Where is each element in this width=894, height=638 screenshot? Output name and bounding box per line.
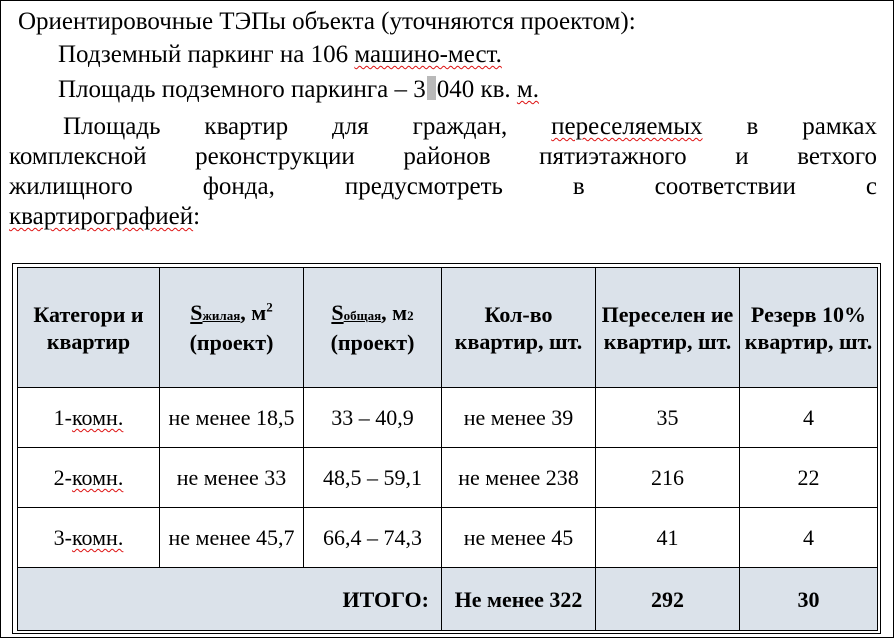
- table-row: [18, 448, 878, 508]
- header-reserve: Резерв 10% квартир, шт.: [740, 268, 878, 388]
- row-resettle: 216: [596, 448, 740, 508]
- paragraph-line-1: Площадь квартир для граждан, переселяемых в рамках: [63, 113, 877, 140]
- row-reserve: 22: [740, 448, 878, 508]
- header-total-area: Sобщая, м2 (проект): [304, 268, 442, 388]
- table-header-row: [18, 268, 878, 388]
- apartment-table: [17, 267, 878, 631]
- row-category: 2-комн.: [18, 448, 160, 508]
- row-resettle: 41: [596, 508, 740, 568]
- row-count: не менее 45: [442, 508, 596, 568]
- total-reserve: 30: [740, 568, 878, 631]
- total-count: Не менее 322: [442, 568, 596, 631]
- row-total-area: 33 – 40,9: [304, 388, 442, 448]
- header-category: Категори и квартир: [18, 268, 160, 388]
- table-row: [18, 388, 878, 448]
- table-total-row: [18, 568, 878, 631]
- header-living-area: Sжилая, $м^2$ (проект): [160, 268, 304, 388]
- row-total-area: 66,4 – 74,3: [304, 508, 442, 568]
- row-reserve: 4: [740, 388, 878, 448]
- row-count: не менее 238: [442, 448, 596, 508]
- total-resettle: 292: [596, 568, 740, 631]
- row-living-area: не менее 18,5: [160, 388, 304, 448]
- intro-line: Ориентировочные ТЭПы объекта (уточняются проектом):: [18, 8, 636, 35]
- total-label: ИТОГО:: [18, 568, 442, 631]
- header-count: Кол-во квартир, шт.: [442, 268, 596, 388]
- header-resettle: Переселен ие квартир, шт.: [596, 268, 740, 388]
- row-reserve: 4: [740, 508, 878, 568]
- parking-area-line: Площадь подземного паркинга – 3 040 кв. м.: [58, 76, 539, 103]
- row-living-area: не менее 33: [160, 448, 304, 508]
- paragraph-line-3: жилищного фонда, предусмотреть в соответствии с: [9, 173, 877, 200]
- row-category: 1-комн.: [18, 388, 160, 448]
- row-total-area: 48,5 – 59,1: [304, 448, 442, 508]
- row-living-area: не менее 45,7: [160, 508, 304, 568]
- row-count: не менее 39: [442, 388, 596, 448]
- table-row: [18, 508, 878, 568]
- apartment-table-frame: [12, 263, 881, 634]
- paragraph-line-4: квартирографией:: [9, 203, 201, 230]
- row-resettle: 35: [596, 388, 740, 448]
- text-cursor: [427, 76, 436, 100]
- row-category: 3-комн.: [18, 508, 160, 568]
- paragraph-line-2: комплексной реконструкции районов пятиэтажного и ветхого: [9, 143, 878, 170]
- parking-line: Подземный паркинг на 106 машино-мест.: [58, 41, 502, 68]
